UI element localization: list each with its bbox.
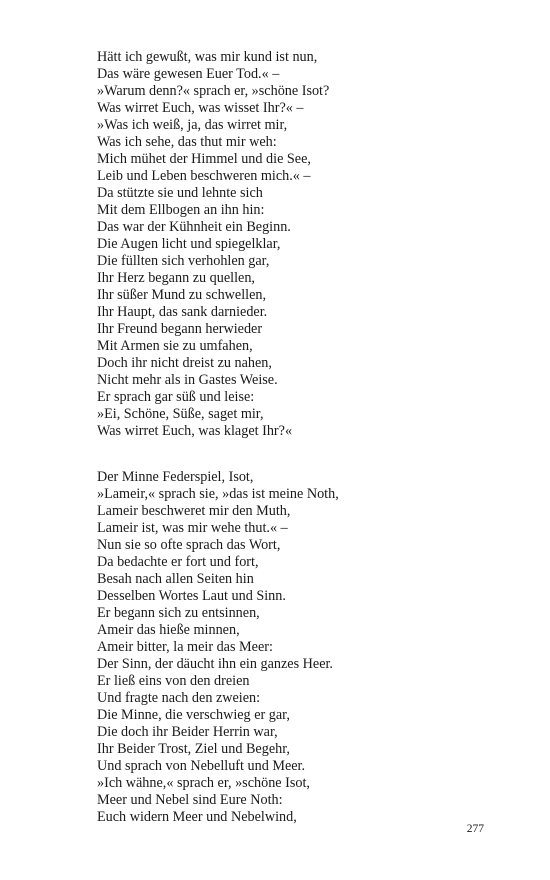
poem-line: Ihr Haupt, das sank darnieder. [97,304,268,320]
poem-line: Ameir das hieße minnen, [97,622,240,638]
poem-line: Nun sie so ofte sprach das Wort, [97,537,281,553]
poem-stanza-2 [97,469,477,826]
poem-line: »Lameir,« sprach sie, »das ist meine Noth, [97,486,339,502]
poem-line: Was wirret Euch, was wisset Ihr?« – [97,100,304,116]
poem-line: Hätt ich gewußt, was mir kund ist nun, [97,49,318,65]
poem-line: Das wäre gewesen Euer Tod.« – [97,66,280,82]
page-number: 277 [466,823,484,835]
poem-line: Ihr Beider Trost, Ziel und Begehr, [97,741,290,757]
poem-line: Lameir beschweret mir den Muth, [97,503,291,519]
poem-line: Ihr süßer Mund zu schwellen, [97,287,267,303]
poem-line: Mit Armen sie zu umfahen, [97,338,253,354]
poem-line: Da stützte sie und lehnte sich [97,185,263,201]
poem-line: Leib und Leben beschweren mich.« – [97,168,311,184]
poem-line: Nicht mehr als in Gastes Weise. [97,372,278,388]
poem-line: Der Minne Federspiel, Isot, [97,469,254,485]
poem-line: Besah nach allen Seiten hin [97,571,254,587]
poem-line: Ihr Freund begann herwieder [97,321,263,337]
poem-line: »Was ich weiß, ja, das wirret mir, [97,117,288,133]
poem-line: »Warum denn?« sprach er, »schöne Isot? [97,83,330,99]
poem-line: Mit dem Ellbogen an ihn hin: [97,202,265,218]
poem-line: Lameir ist, was mir wehe thut.« – [97,520,288,536]
poem-stanza-1 [97,49,477,440]
poem-line: Mich mühet der Himmel und die See, [97,151,311,167]
poem-line: Und fragte nach den zweien: [97,690,261,706]
poem-line: Die doch ihr Beider Herrin war, [97,724,278,740]
poem-line: Ihr Herz begann zu quellen, [97,270,255,286]
poem-line: Was ich sehe, das thut mir weh: [97,134,277,150]
poem-line: Er sprach gar süß und leise: [97,389,255,405]
poem-line: »Ei, Schöne, Süße, saget mir, [97,406,264,422]
poem-line: Meer und Nebel sind Eure Noth: [97,792,283,808]
poem-line: Die Augen licht und spiegelklar, [97,236,281,252]
poem-line: Doch ihr nicht dreist zu nahen, [97,355,272,371]
poem-line: Da bedachte er fort und fort, [97,554,259,570]
poem-line: Und sprach von Nebelluft und Meer. [97,758,306,774]
poem-line: Das war der Kühnheit ein Beginn. [97,219,291,235]
poem-line: Euch widern Meer und Nebelwind, [97,809,297,825]
poem-line: »Ich wähne,« sprach er, »schöne Isot, [97,775,310,791]
poem-line: Ameir bitter, la meir das Meer: [97,639,273,655]
poem-line: Er ließ eins von den dreien [97,673,250,689]
poem-line: Die Minne, die verschwieg er gar, [97,707,290,723]
poem-line: Desselben Wortes Laut und Sinn. [97,588,286,604]
poem-line: Die füllten sich verhohlen gar, [97,253,270,269]
poem-line: Was wirret Euch, was klaget Ihr?« [97,423,293,439]
poem-line: Er begann sich zu entsinnen, [97,605,260,621]
poem-line: Der Sinn, der däucht ihn ein ganzes Heer. [97,656,333,672]
